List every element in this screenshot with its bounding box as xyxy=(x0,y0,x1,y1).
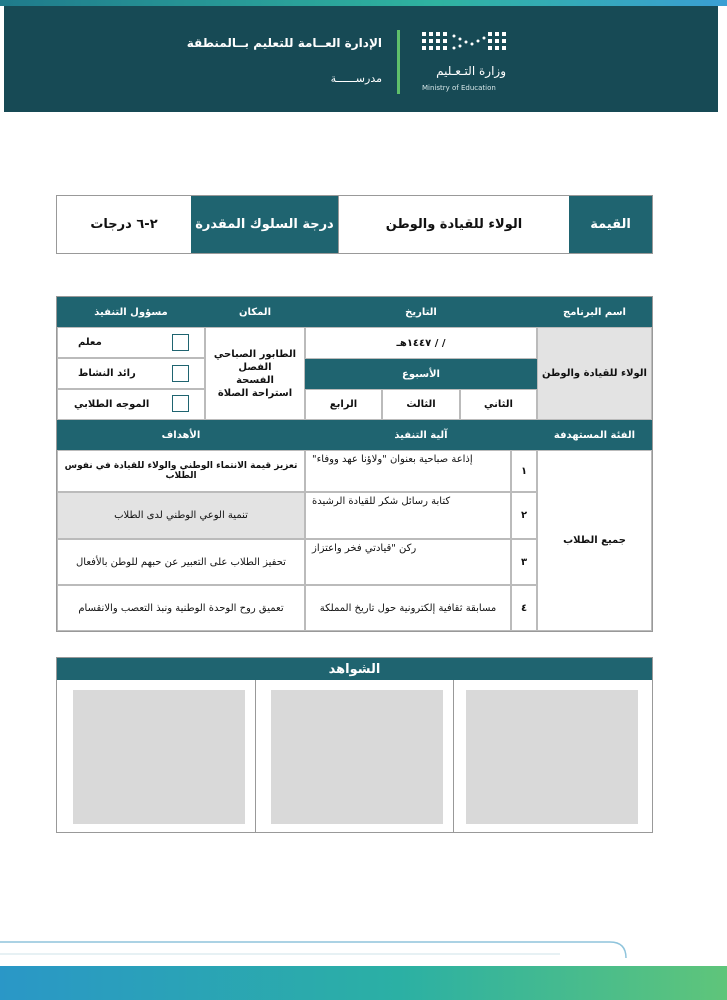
week-fourth: الرابع xyxy=(305,389,382,420)
footer-decoration-line xyxy=(0,940,630,960)
week-second: الثاني xyxy=(460,389,537,420)
goals-header: الأهداف xyxy=(57,420,305,450)
goal-item: تحفيز الطلاب على التعبير عن حبهم للوطن بالأفعال xyxy=(57,539,305,585)
value-row xyxy=(56,195,653,254)
footer-band xyxy=(0,966,727,1000)
date-header: التاريخ xyxy=(305,297,537,327)
target-header: الفئة المستهدفة xyxy=(537,420,652,450)
row-number: ٣ xyxy=(511,539,537,585)
activity-leader-checkbox[interactable] xyxy=(172,365,189,382)
evidence-image-placeholder[interactable] xyxy=(73,690,245,824)
row-number: ٤ xyxy=(511,585,537,631)
date-value: / / ١٤٤٧هـ xyxy=(305,327,537,359)
row-number: ١ xyxy=(511,450,537,492)
evidence-slot xyxy=(255,680,453,832)
row-number: ٢ xyxy=(511,492,537,539)
counselor-checkbox[interactable] xyxy=(172,395,189,412)
teacher-checkbox[interactable] xyxy=(172,334,189,351)
program-table xyxy=(56,296,653,632)
school-name: مدرســــــة xyxy=(330,72,382,85)
evidence-section xyxy=(56,657,653,833)
program-name: الولاء للقيادة والوطن xyxy=(537,327,652,420)
responsible-header: مسؤول التنفيذ xyxy=(57,297,205,327)
value-text: الولاء للقيادة والوطن xyxy=(338,196,569,253)
evidence-image-placeholder[interactable] xyxy=(271,690,443,824)
ministry-logo-icon xyxy=(420,30,508,56)
week-third: الثالث xyxy=(382,389,460,420)
score-label: درجة السلوك المقدرة xyxy=(191,196,338,253)
responsible-teacher: معلم xyxy=(78,337,102,348)
week-label: الأسبوع xyxy=(305,359,537,389)
mechanism-item: ركن "قيادتي فخر واعتزاز xyxy=(305,539,511,585)
mechanism-item: كتابة رسائل شكر للقيادة الرشيدة xyxy=(305,492,511,539)
target-group: جميع الطلاب xyxy=(537,450,652,631)
mechanism-item: مسابقة ثقافية إلكترونية حول تاريخ المملكة xyxy=(305,585,511,631)
responsible-activity-leader: رائد النشاط xyxy=(78,368,136,379)
goal-item: تعزيز قيمة الانتماء الوطني والولاء للقيادة في نفوس الطلاب xyxy=(57,450,305,492)
evidence-slot xyxy=(57,680,255,832)
places-list: الطابور الصباحي الفصل الفسحة استراحة الصلاة xyxy=(205,327,305,420)
place-header: المكان xyxy=(205,297,305,327)
program-name-header: اسم البرنامج xyxy=(537,297,652,327)
header-divider xyxy=(397,30,400,94)
goal-item: تعميق روح الوحدة الوطنية ونبذ التعصب والانقسام xyxy=(57,585,305,631)
evidence-title: الشواهد xyxy=(57,658,652,680)
mechanism-header: آلية التنفيذ xyxy=(305,420,537,450)
ministry-name-ar: وزارة التـعـليم xyxy=(436,64,506,78)
evidence-image-placeholder[interactable] xyxy=(466,690,638,824)
value-label: القيمة xyxy=(569,196,652,253)
goal-item: تنمية الوعي الوطني لدى الطلاب xyxy=(57,492,305,539)
page-header xyxy=(4,6,718,112)
mechanism-item: إذاعة صباحية بعنوان "ولاؤنا عهد ووفاء" xyxy=(305,450,511,492)
region-admin-title: الإدارة العــامة للتعليم بــالمنطقة xyxy=(186,36,382,50)
responsible-counselor: الموجه الطلابي xyxy=(74,399,150,410)
score-value: ٢-٦ درجات xyxy=(90,217,158,232)
ministry-name-en: Ministry of Education xyxy=(422,84,496,92)
evidence-slot xyxy=(453,680,652,832)
ministry-logo xyxy=(420,30,510,98)
